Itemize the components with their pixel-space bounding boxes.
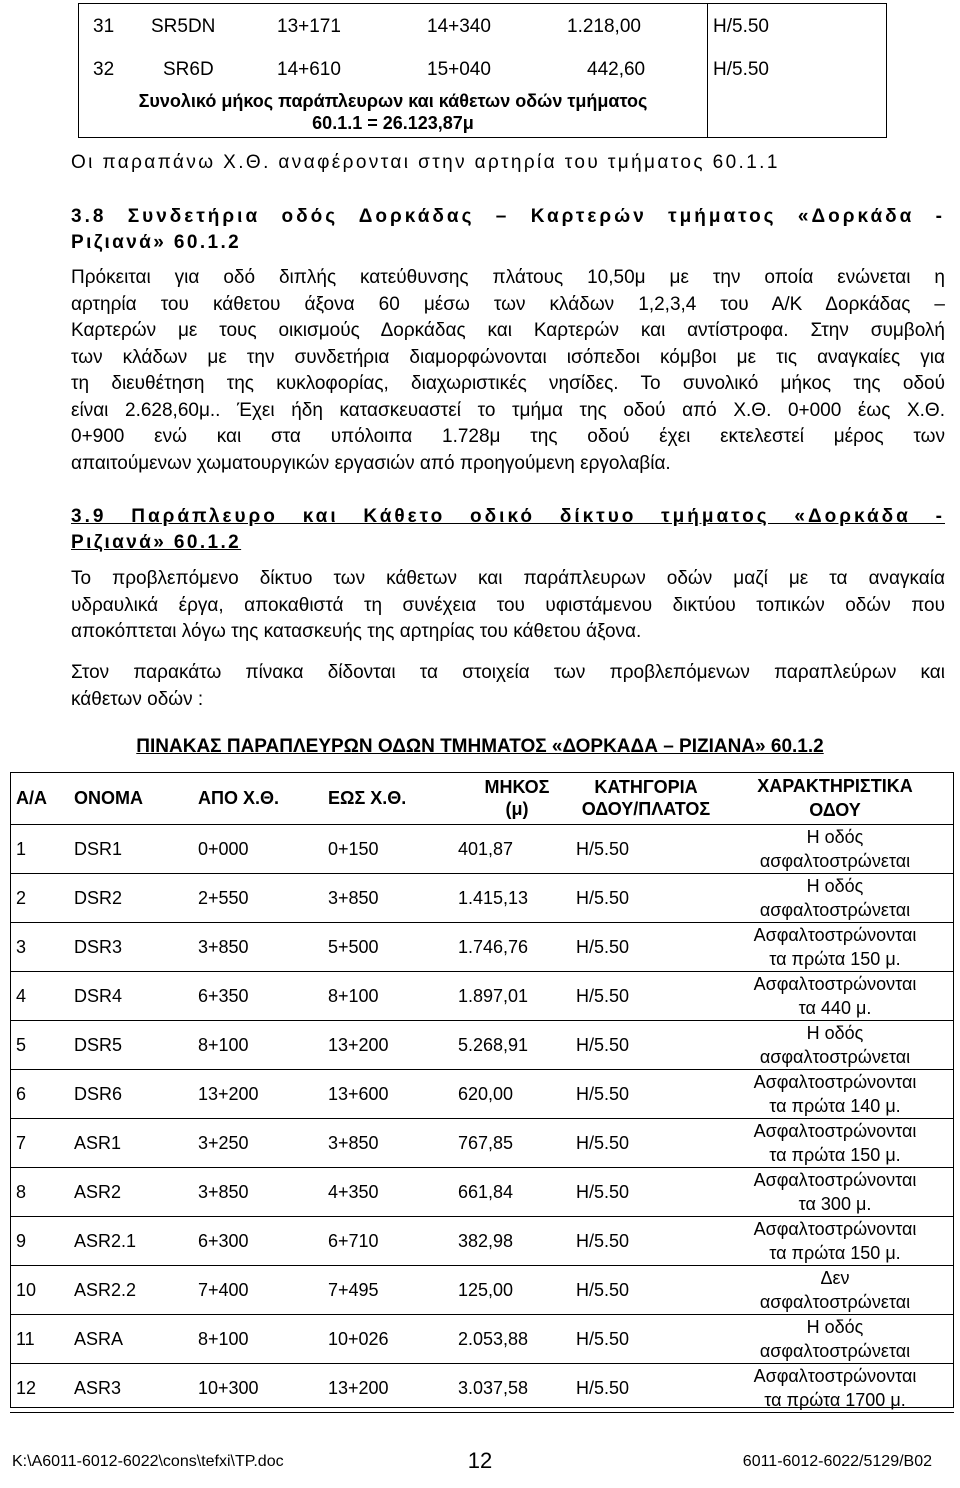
parallel-roads-table: [10, 772, 954, 1413]
road-length: 3.037,58: [458, 1377, 529, 1398]
row-number: 2: [16, 887, 27, 908]
summary-line: Συνολικό μήκος παράπλευρων και κάθετων οδών τμήματος: [138, 91, 648, 111]
from-station: 7+400: [198, 1279, 249, 1300]
road-length: 125,00: [458, 1279, 514, 1300]
header-characteristics: [716, 772, 954, 825]
section-3-9-body: [71, 566, 945, 646]
road-length: 1.746,76: [458, 936, 529, 957]
header-length: [458, 772, 576, 825]
characteristics-line: Ασφαλτοστρώνονται: [753, 1121, 917, 1141]
road-category: H/5.50: [576, 887, 630, 908]
road-length: 401,87: [458, 838, 514, 859]
road-characteristics: [716, 1021, 954, 1070]
footer-file-path: K:\A6011-6012-6022\cons\tefxi\TP.doc: [12, 1453, 284, 1470]
to-station: 7+495: [328, 1279, 379, 1300]
table-intro: [71, 660, 945, 713]
road-name: DSR1: [74, 838, 123, 859]
from-station: 8+100: [198, 1034, 249, 1055]
road-name: ASR2.1: [74, 1230, 137, 1251]
to-station: 6+710: [328, 1230, 379, 1251]
road-length: 767,85: [458, 1132, 514, 1153]
footer-document-code: 6011-6012-6022/5129/Β02: [742, 1453, 932, 1470]
road-characteristics: [716, 1217, 954, 1266]
characteristics-line: Ασφαλτοστρώνονται: [753, 1072, 917, 1092]
road-category: H/5.50: [576, 1279, 630, 1300]
table-row: [10, 1315, 954, 1364]
road-characteristics: [716, 1315, 954, 1364]
road-length: 1.897,01: [458, 985, 529, 1006]
characteristics-line: ασφαλτοστρώνεται: [759, 900, 911, 920]
road-name: SR5DN: [151, 16, 216, 37]
road-length: 5.268,91: [458, 1034, 529, 1055]
characteristics-line: Η οδός: [806, 876, 864, 896]
body-line: Στον παρακάτω πίνακα δίδονται τα στοιχεία των προβλεπόμενων παραπλεύρων και: [71, 662, 945, 683]
road-category: H/5.50: [576, 985, 630, 1006]
characteristics-line: Ασφαλτοστρώνονται: [753, 1366, 917, 1386]
road-category: H/5.50: [576, 1230, 630, 1251]
table-row: [10, 1021, 954, 1070]
from-station: 8+100: [198, 1328, 249, 1349]
road-category: H/5.50: [576, 1132, 630, 1153]
header-from: ΑΠΟ Χ.Θ.: [198, 788, 280, 808]
table-row: [10, 972, 954, 1021]
road-length: 382,98: [458, 1230, 514, 1251]
reference-note: Οι παραπάνω Χ.Θ. αναφέρονται στην αρτηρία του τμήματος 60.1.1: [71, 152, 780, 173]
characteristics-line: ασφαλτοστρώνεται: [759, 1341, 911, 1361]
body-line: Πρόκειται για οδό διπλής κατεύθυνσης πλάτους 10,50μ με την οποία ενώνεται η: [71, 267, 945, 288]
body-line: κάθετων οδών :: [71, 688, 204, 710]
from-station: 14+610: [277, 59, 341, 80]
heading-line: Ριζιανά» 60.1.2: [71, 532, 242, 553]
road-name: ASR1: [74, 1132, 122, 1153]
road-name: DSR4: [74, 985, 123, 1006]
row-number: 12: [16, 1377, 37, 1398]
row-number: 32: [93, 59, 115, 80]
body-line: Το προβλεπόμενο δίκτυο των κάθετων και παράπλευρων οδών μαζί με τα αναγκαία: [71, 568, 945, 589]
table-row: [10, 825, 954, 874]
from-station: 0+000: [198, 838, 249, 859]
row-number: 8: [16, 1181, 27, 1202]
from-station: 10+300: [198, 1377, 259, 1398]
row-number: 31: [93, 16, 115, 37]
table-header-row: [10, 772, 954, 825]
header-category: [576, 772, 716, 825]
header-line: ΚΑΤΗΓΟΡΙΑ: [594, 777, 698, 797]
road-characteristics: [716, 874, 954, 923]
to-station: 4+350: [328, 1181, 379, 1202]
header-line: (μ): [505, 799, 529, 819]
road-category: H/5.50: [576, 1377, 630, 1398]
body-line: απαιτούμενων χωματουργικών εργασιών από προηγούμενη εργολαβία.: [71, 452, 671, 474]
to-station: 0+150: [328, 838, 379, 859]
body-line: αποκόπτεται λόγω της κατασκευής της αρτηρίας του κάθετου άξονα.: [71, 621, 642, 642]
body-line: αρτηρία του κάθετου άξονα 60 μέσω των κλάδων 1,2,3,4 του Α/Κ Δορκάδας –: [71, 293, 945, 315]
body-line: τη διευθέτηση της κυκλοφορίας, διαχωριστικές νησίδες. Το συνολικό μήκος της οδού: [71, 373, 945, 394]
table-row: [10, 1119, 954, 1168]
road-category: H/5.50: [576, 936, 630, 957]
characteristics-line: τα πρώτα 140 μ.: [769, 1096, 901, 1116]
from-station: 2+550: [198, 887, 249, 908]
row-number: 4: [16, 985, 27, 1006]
road-category: H/5.50: [713, 16, 769, 37]
characteristics-line: τα πρώτα 150 μ.: [769, 949, 901, 969]
road-characteristics: [716, 1119, 954, 1168]
row-number: 11: [16, 1328, 35, 1349]
table-row: [10, 923, 954, 972]
table-row: [10, 1070, 954, 1119]
road-category: H/5.50: [576, 1181, 630, 1202]
road-name: DSR6: [74, 1083, 123, 1104]
table-row: [10, 1266, 954, 1315]
section-heading-3-8: [71, 204, 945, 256]
road-characteristics: [716, 825, 954, 874]
table-row: [10, 1364, 954, 1413]
road-characteristics: [716, 1364, 954, 1413]
characteristics-line: τα 300 μ.: [798, 1194, 872, 1214]
total-length-summary: [79, 90, 707, 134]
characteristics-line: τα πρώτα 1700 μ.: [764, 1390, 906, 1410]
top-table-fragment: [78, 3, 887, 138]
road-length: 2.053,88: [458, 1328, 529, 1349]
row-number: 5: [16, 1034, 27, 1055]
to-station: 8+100: [328, 985, 379, 1006]
header-line: ΜΗΚΟΣ: [484, 777, 550, 797]
to-station: 13+600: [328, 1083, 389, 1104]
row-number: 7: [16, 1132, 27, 1153]
road-name: ASR3: [74, 1377, 122, 1398]
road-length: 620,00: [458, 1083, 514, 1104]
road-category: H/5.50: [576, 1083, 630, 1104]
characteristics-line: Ασφαλτοστρώνονται: [753, 925, 917, 945]
body-line: είναι 2.628,60μ.. Έχει ήδη κατασκευαστεί το τμήμα της οδού από Χ.Θ. 0+000 έως Χ.Θ.: [71, 399, 945, 421]
from-station: 3+850: [198, 1181, 249, 1202]
header-to: ΕΩΣ Χ.Θ.: [328, 788, 407, 808]
body-line: 0+900 ενώ και στα υπόλοιπα 1.728μ της οδού έχει εκτελεστεί μέρος των: [71, 426, 945, 447]
row-number: 10: [16, 1279, 37, 1300]
row-number: 9: [16, 1230, 27, 1251]
characteristics-line: ασφαλτοστρώνεται: [759, 1292, 911, 1312]
road-characteristics: [716, 923, 954, 972]
from-station: 13+171: [277, 16, 341, 37]
from-station: 3+250: [198, 1132, 249, 1153]
header-line: ΟΔΟΥ/ΠΛΑΤΟΣ: [581, 799, 711, 819]
characteristics-line: τα πρώτα 150 μ.: [769, 1243, 901, 1263]
from-station: 13+200: [198, 1083, 259, 1104]
header-aa: Α/Α: [16, 788, 47, 808]
table-row: [10, 874, 954, 923]
page-number: 12: [467, 1448, 493, 1473]
characteristics-line: Η οδός: [806, 1023, 864, 1043]
heading-line: 3.9 Παράπλευρο και Κάθετο οδικό δίκτυο τμήματος «Δορκάδα -: [71, 506, 945, 527]
summary-line: 60.1.1 = 26.123,87μ: [312, 113, 474, 133]
to-station: 13+200: [328, 1377, 389, 1398]
body-line: Καρτερών με τους οικισμούς Δορκάδας και Καρτερών και αντίστροφα. Στην συμβολή: [71, 320, 945, 341]
road-category: H/5.50: [713, 59, 769, 80]
table-row: [10, 1217, 954, 1266]
heading-line: 3.8 Συνδετήρια οδός Δορκάδας – Καρτερών τμήματος «Δορκάδα -: [71, 206, 945, 227]
row-number: 6: [16, 1083, 27, 1104]
column-divider: [707, 4, 708, 137]
characteristics-line: Η οδός: [806, 1317, 864, 1337]
road-name: ASRA: [74, 1328, 124, 1349]
section-heading-3-9: [71, 504, 945, 556]
road-category: H/5.50: [576, 838, 630, 859]
characteristics-line: Δεν: [820, 1268, 850, 1288]
road-name: DSR2: [74, 887, 123, 908]
header-name: ΟΝΟΜΑ: [74, 788, 143, 808]
to-station: 15+040: [427, 59, 491, 80]
road-name: ASR2: [74, 1181, 122, 1202]
road-name: DSR3: [74, 936, 123, 957]
to-station: 10+026: [328, 1328, 389, 1349]
road-category: H/5.50: [576, 1034, 630, 1055]
road-length: 442,60: [587, 59, 646, 80]
road-category: H/5.50: [576, 1328, 630, 1349]
header-line: ΟΔΟΥ: [809, 800, 861, 820]
road-length: 1.218,00: [567, 16, 641, 37]
body-line: των κλάδων με την συνδετήρια διαμορφώνονται ισόπεδοι κόμβοι με τις αναγκαίες για: [71, 346, 945, 368]
road-name: SR6D: [163, 59, 214, 80]
road-characteristics: [716, 1070, 954, 1119]
table-row: [10, 1168, 954, 1217]
row-number: 1: [16, 838, 27, 859]
section-3-8-body: [71, 265, 945, 477]
road-length: 661,84: [458, 1181, 514, 1202]
characteristics-line: Ασφαλτοστρώνονται: [753, 1219, 917, 1239]
road-name: DSR5: [74, 1034, 123, 1055]
to-station: 13+200: [328, 1034, 389, 1055]
characteristics-line: Ασφαλτοστρώνονται: [753, 1170, 917, 1190]
header-line: ΧΑΡΑΚΤΗΡΙΣΤΙΚΑ: [757, 776, 913, 796]
road-characteristics: [716, 1168, 954, 1217]
characteristics-line: τα 440 μ.: [798, 998, 872, 1018]
from-station: 6+300: [198, 1230, 249, 1251]
table-title: ΠΙΝΑΚΑΣ ΠΑΡΑΠΛΕΥΡΩΝ ΟΔΩΝ ΤΜΗΜΑΤΟΣ «ΔΟΡΚΑΔΑ – ΡΙΖΙΑΝΑ» 60.1.2: [136, 736, 824, 757]
to-station: 3+850: [328, 1132, 379, 1153]
road-length: 1.415,13: [458, 887, 529, 908]
row-number: 3: [16, 936, 27, 957]
to-station: 5+500: [328, 936, 379, 957]
to-station: 14+340: [427, 16, 491, 37]
road-name: ASR2.2: [74, 1279, 137, 1300]
body-line: υδραυλικά έργα, αποκαθιστά τη συνέχεια του υφιστάμενου δικτύου τοπικών οδών που: [71, 594, 945, 616]
characteristics-line: ασφαλτοστρώνεται: [759, 1047, 911, 1067]
heading-line: Ριζιανά» 60.1.2: [71, 232, 242, 253]
characteristics-line: Η οδός: [806, 827, 864, 847]
from-station: 6+350: [198, 985, 249, 1006]
road-characteristics: [716, 972, 954, 1021]
to-station: 3+850: [328, 887, 379, 908]
from-station: 3+850: [198, 936, 249, 957]
road-characteristics: [716, 1266, 954, 1315]
characteristics-line: τα πρώτα 150 μ.: [769, 1145, 901, 1165]
characteristics-line: Ασφαλτοστρώνονται: [753, 974, 917, 994]
characteristics-line: ασφαλτοστρώνεται: [759, 851, 911, 871]
